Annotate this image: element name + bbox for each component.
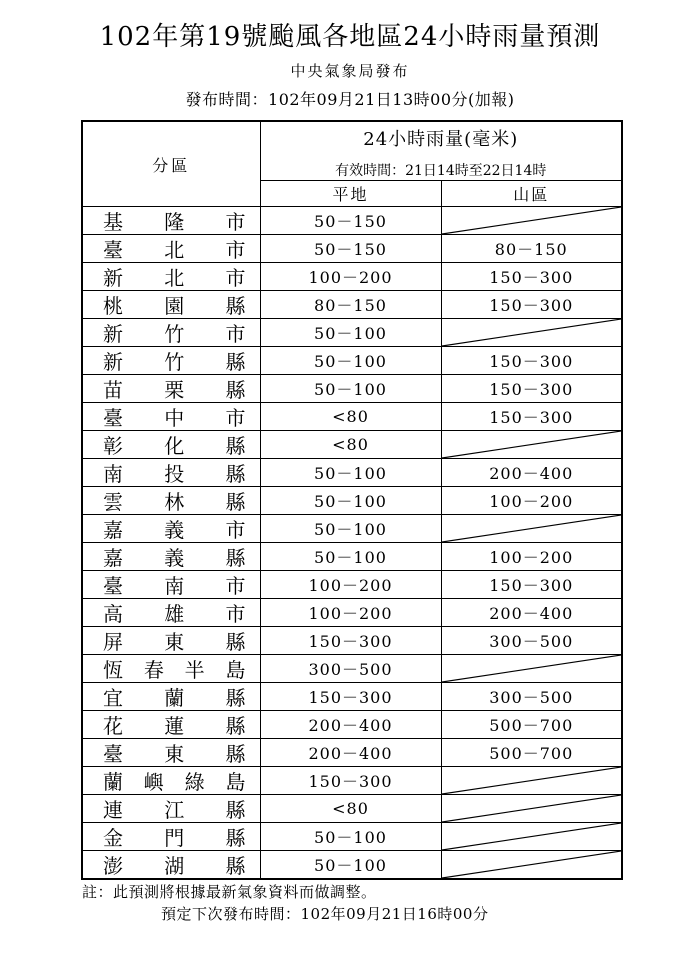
rain-group-header — [260, 121, 622, 181]
table-row — [82, 599, 622, 627]
mountain-empty-cell — [441, 431, 622, 459]
plain-value: 50－100 — [260, 543, 441, 571]
mountain-value: 150－300 — [441, 571, 622, 599]
diagonal-slash — [442, 851, 622, 878]
diagonal-slash — [442, 823, 622, 850]
table-row — [82, 683, 622, 711]
table-row — [82, 655, 622, 683]
region-cell — [82, 347, 260, 375]
region-cell — [82, 851, 260, 880]
mountain-value: 150－300 — [441, 263, 622, 291]
plain-value: <80 — [260, 431, 441, 459]
plain-header: 平地 — [260, 181, 441, 207]
valid-time: 有效時間：21日14時至22日14時 — [335, 163, 547, 179]
region-name: 花 蓮 縣 — [103, 714, 246, 738]
table-row — [82, 851, 622, 880]
mountain-value: 200－400 — [441, 599, 622, 627]
mountain-value: 150－300 — [441, 375, 622, 403]
region-name: 新 竹 縣 — [103, 350, 246, 374]
region-name: 新 北 市 — [103, 266, 246, 290]
mountain-empty-cell — [441, 851, 622, 880]
mountain-value: 200－400 — [441, 459, 622, 487]
table-row — [82, 263, 622, 291]
plain-value: 50－150 — [260, 207, 441, 235]
plain-value: 50－100 — [260, 319, 441, 347]
region-cell — [82, 459, 260, 487]
region-name: 宜 蘭 縣 — [103, 686, 246, 710]
region-cell — [82, 571, 260, 599]
region-cell — [82, 599, 260, 627]
plain-value: 150－300 — [260, 683, 441, 711]
mountain-value: 300－500 — [441, 683, 622, 711]
table-row — [82, 739, 622, 767]
mountain-empty-cell — [441, 795, 622, 823]
mountain-value: 150－300 — [441, 291, 622, 319]
plain-value: 50－150 — [260, 235, 441, 263]
region-cell — [82, 627, 260, 655]
table-row — [82, 767, 622, 795]
plain-value: 150－300 — [260, 627, 441, 655]
table-row — [82, 487, 622, 515]
document-title: 102年第19號颱風各地區24小時雨量預測 — [99, 22, 601, 52]
region-name: 桃 園 縣 — [103, 294, 246, 318]
region-name: 臺 東 縣 — [103, 742, 246, 766]
rain-header: 24小時雨量(毫米) — [363, 129, 519, 150]
region-cell — [82, 403, 260, 431]
region-cell — [82, 655, 260, 683]
region-cell — [82, 207, 260, 235]
diagonal-slash — [442, 207, 622, 234]
region-name: 苗 栗 縣 — [103, 378, 246, 402]
mountain-empty-cell — [441, 823, 622, 851]
table-row — [82, 207, 622, 235]
table-row — [82, 627, 622, 655]
mountain-value: 150－300 — [441, 347, 622, 375]
mountain-empty-cell — [441, 207, 622, 235]
diagonal-slash — [442, 515, 622, 542]
footnote: 註：此預測將根據最新氣象資料而做調整。 — [82, 883, 377, 901]
issued-time: 發布時間：102年09月21日13時00分(加報) — [185, 90, 515, 109]
table-row — [82, 543, 622, 571]
plain-value: 100－200 — [260, 599, 441, 627]
region-name: 雲 林 縣 — [103, 490, 246, 514]
table-row — [82, 459, 622, 487]
mountain-value: 80－150 — [441, 235, 622, 263]
table-row — [82, 795, 622, 823]
region-cell — [82, 823, 260, 851]
region-cell — [82, 319, 260, 347]
table-row — [82, 375, 622, 403]
region-name: 臺 中 市 — [103, 406, 246, 430]
table-row — [82, 571, 622, 599]
plain-value: 50－100 — [260, 459, 441, 487]
region-cell — [82, 263, 260, 291]
plain-value: 100－200 — [260, 571, 441, 599]
plain-value: 50－100 — [260, 823, 441, 851]
table-row — [82, 711, 622, 739]
plain-value: <80 — [260, 403, 441, 431]
mountain-value: 300－500 — [441, 627, 622, 655]
region-name: 新 竹 市 — [103, 322, 246, 346]
region-name: 嘉 義 市 — [103, 518, 246, 542]
table-row — [82, 515, 622, 543]
district-header: 分區 — [82, 121, 260, 207]
plain-value: 80－150 — [260, 291, 441, 319]
diagonal-slash — [442, 655, 622, 682]
region-name: 恆 春 半 島 — [103, 658, 246, 682]
region-cell — [82, 683, 260, 711]
region-name: 澎 湖 縣 — [103, 854, 246, 878]
region-cell — [82, 711, 260, 739]
mountain-empty-cell — [441, 515, 622, 543]
region-cell — [82, 487, 260, 515]
mountain-header: 山區 — [441, 181, 622, 207]
region-name: 彰 化 縣 — [103, 434, 246, 458]
mountain-value: 500－700 — [441, 739, 622, 767]
region-name: 臺 北 市 — [103, 238, 246, 262]
table-row — [82, 291, 622, 319]
region-cell — [82, 291, 260, 319]
region-name: 基 隆 市 — [103, 210, 246, 234]
region-name: 南 投 縣 — [103, 462, 246, 486]
plain-value: 50－100 — [260, 515, 441, 543]
table-row — [82, 347, 622, 375]
mountain-value: 500－700 — [441, 711, 622, 739]
plain-value: 50－100 — [260, 375, 441, 403]
region-name: 蘭 嶼 綠 島 — [103, 770, 246, 794]
table-row — [82, 823, 622, 851]
region-cell — [82, 543, 260, 571]
plain-value: <80 — [260, 795, 441, 823]
mountain-empty-cell — [441, 319, 622, 347]
diagonal-slash — [442, 795, 622, 822]
region-name: 連 江 縣 — [103, 798, 246, 822]
mountain-empty-cell — [441, 767, 622, 795]
mountain-value: 150－300 — [441, 403, 622, 431]
plain-value: 300－500 — [260, 655, 441, 683]
region-cell — [82, 767, 260, 795]
region-name: 高 雄 市 — [103, 602, 246, 626]
diagonal-slash — [442, 767, 622, 794]
region-cell — [82, 515, 260, 543]
region-name: 屏 東 縣 — [103, 630, 246, 654]
table-row — [82, 319, 622, 347]
plain-value: 50－100 — [260, 487, 441, 515]
diagonal-slash — [442, 431, 622, 458]
region-name: 臺 南 市 — [103, 574, 246, 598]
table-row — [82, 403, 622, 431]
plain-value: 200－400 — [260, 739, 441, 767]
table-row — [82, 431, 622, 459]
region-cell — [82, 375, 260, 403]
plain-value: 50－100 — [260, 347, 441, 375]
plain-value: 200－400 — [260, 711, 441, 739]
region-cell — [82, 795, 260, 823]
mountain-empty-cell — [441, 655, 622, 683]
region-cell — [82, 235, 260, 263]
plain-value: 100－200 — [260, 263, 441, 291]
table-body — [82, 207, 622, 880]
region-cell — [82, 431, 260, 459]
rainfall-table — [81, 120, 623, 880]
plain-value: 150－300 — [260, 767, 441, 795]
mountain-value: 100－200 — [441, 487, 622, 515]
region-cell — [82, 739, 260, 767]
next-issue-time: 預定下次發布時間：102年09月21日16時00分 — [161, 905, 489, 923]
region-name: 嘉 義 縣 — [103, 546, 246, 570]
plain-value: 50－100 — [260, 851, 441, 880]
diagonal-slash — [442, 319, 622, 346]
mountain-value: 100－200 — [441, 543, 622, 571]
table-row — [82, 235, 622, 263]
issuer-line: 中央氣象局發布 — [290, 62, 410, 80]
region-name: 金 門 縣 — [103, 826, 246, 850]
